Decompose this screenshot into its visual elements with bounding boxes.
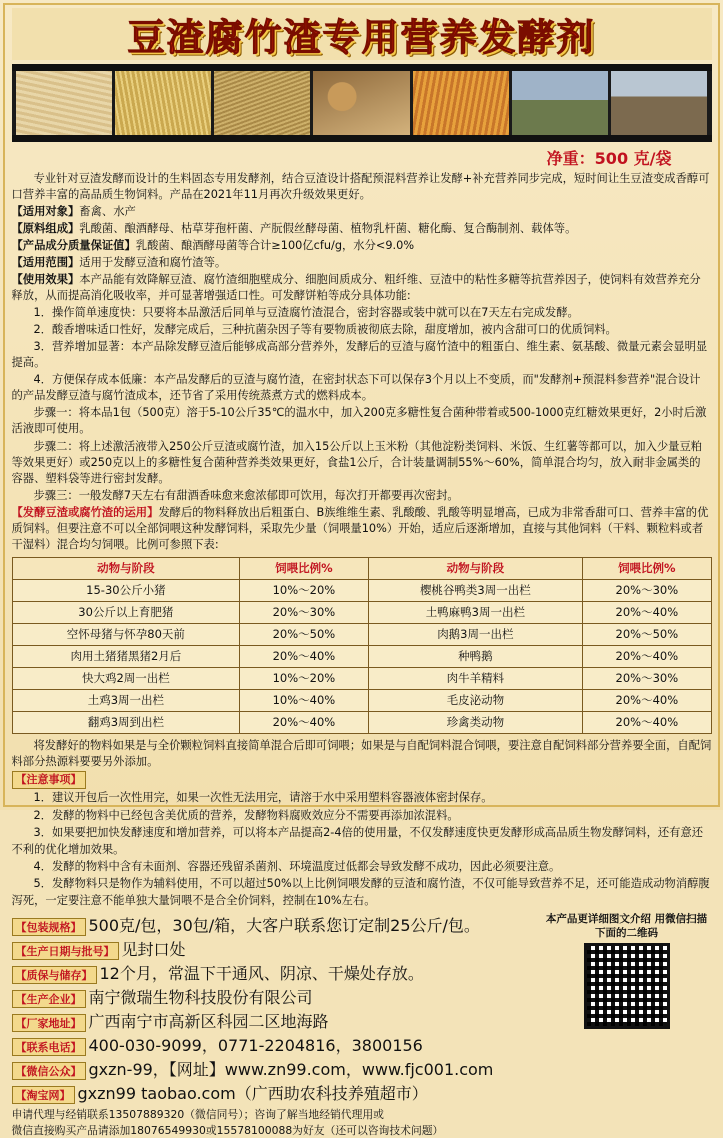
after-table-note: 将发酵好的物料如果是与全价颗粒饲料直接简单混合后即可饲喂；如果是与自配饲料混合饲喂，要注意自配饲料部分营养要全面，自配饲料部分热源料要要另外添加。	[11, 738, 712, 769]
cell-ratio-right: 20%～40%	[583, 711, 711, 733]
spec-text: 见封口处	[121, 940, 186, 960]
photo-frame	[16, 71, 112, 135]
spec-label: 【质保与储存】	[12, 966, 97, 984]
notice-block	[12, 771, 712, 789]
column-header-ratio-right: 饲喂比例%	[583, 557, 711, 579]
spec-text[interactable]: gxzn-99，【网址】www.zn99.com，www.fjc001.com	[88, 1060, 494, 1080]
column-header-animal-stage-left: 动物与阶段	[12, 557, 240, 579]
notice-item: 1．建议开包后一次性用完，如果一次性无法用完，请溶于水中采用塑料容器液体密封保存。	[33, 791, 493, 805]
usage-item: 4．方便保存成本低廉：本产品发酵后的豆渣与腐竹渣，在密封状态下可以保存3个月以上不变质，而"发酵剂+预混料参营养"混合设计的产品发酵豆渣与腐竹渣成本，还节省了采用传统蒸煮方式的燃料成本。	[11, 373, 701, 403]
spec-label: 【联系电话】	[12, 1038, 86, 1056]
qr-block	[542, 912, 712, 1105]
section-label: 【使用效果】	[11, 273, 80, 287]
lower-section	[12, 738, 712, 909]
qr-note: 本产品更详细图文介绍 用微信扫描下面的二维码	[545, 913, 708, 940]
spec-wechat-website[interactable]	[12, 1057, 542, 1080]
photo-frame	[413, 71, 509, 135]
cell-animal-left: 土鸡3周一出栏	[12, 689, 240, 711]
agent-line: 微信直接购买产品请添加18076549930或15578100088为好友（还可以咨询技术问题）	[11, 1124, 444, 1138]
spec-label: 【生产日期与批号】	[12, 942, 119, 960]
spec-address	[12, 1009, 542, 1032]
column-header-ratio-left: 饲喂比例%	[240, 557, 368, 579]
spec-label: 【微信公众】	[12, 1062, 86, 1080]
cell-animal-left: 翻鸡3周到出栏	[12, 711, 240, 733]
body-text	[12, 171, 712, 553]
cell-ratio-left: 20%～40%	[240, 711, 368, 733]
photo-frame	[611, 71, 707, 135]
title-banner	[12, 8, 712, 60]
table-row	[12, 645, 711, 667]
table-header-row	[12, 557, 711, 579]
table-row	[12, 689, 711, 711]
section-text: 乳酸菌、酿酒酵母、枯草芽孢杆菌、产朊假丝酵母菌、植物乳杆菌、糖化酶、复合酶制剂、载体等。	[79, 222, 577, 236]
agent-contact-block	[12, 1107, 712, 1138]
photo-frame	[115, 71, 211, 135]
cell-ratio-left: 20%～50%	[240, 623, 368, 645]
photo-frame	[512, 71, 608, 135]
table-row	[12, 711, 711, 733]
spec-label: 【淘宝网】	[12, 1086, 75, 1104]
notice-item: 4．发酵的物料中含有未面剂、容器还残留杀菌剂、环境温度过低都会导致发酵不成功，因此必须要注意。	[33, 859, 561, 873]
usage-item: 2．酸香增味适口性好，发酵完成后，三种抗菌杂因子等有要物质被彻底去除，甜度增加，被内含甜可口的优质饲料。	[33, 323, 617, 337]
spec-text: 12个月，常温下干通风、阴凉、干燥处存放。	[99, 964, 424, 984]
section-label: 【原料组成】	[11, 222, 80, 236]
spec-shelf-life	[12, 961, 542, 984]
cell-animal-left: 快大鸡2周一出栏	[12, 667, 240, 689]
notice-item: 5．发酵物料只是物作为辅料使用，不可以超过50%以上比例饲喂发酵的豆渣和腐竹渣，不仅可能导致营养不足，还可能造成动物消醇腹泻死，一定要注意不能单独大量饲喂不是合全价饲料，控制在10%左右。	[11, 877, 710, 907]
step-item: 步骤一：将本品1包（500克）溶于5-10公斤35℃的温水中，加入200克多糖性复合菌种带着或500-1000克红糖效果更好，2小时后激活液即可使用。	[11, 406, 707, 436]
spec-text: 广西南宁市高新区科园二区地海路	[88, 1012, 329, 1032]
footer-specs	[12, 912, 542, 1105]
cell-animal-left: 空怀母猪与怀孕80天前	[12, 623, 240, 645]
spec-taobao[interactable]	[12, 1081, 542, 1104]
spec-label: 【厂家地址】	[12, 1014, 86, 1032]
net-weight: 净重：500 克/袋	[546, 149, 672, 168]
cell-ratio-left: 20%～30%	[240, 601, 368, 623]
spec-packaging	[12, 913, 542, 936]
cell-animal-right: 珍禽类动物	[368, 711, 583, 733]
cell-ratio-right: 20%～40%	[583, 645, 711, 667]
cell-ratio-left: 10%～20%	[240, 667, 368, 689]
cell-ratio-right: 20%～30%	[583, 667, 711, 689]
table-row	[12, 667, 711, 689]
cell-ratio-right: 20%～30%	[583, 579, 711, 601]
section-applicable-objects	[12, 204, 712, 220]
section-label: 【适用范围】	[11, 256, 80, 270]
cell-ratio-right: 20%～40%	[583, 601, 711, 623]
notice-item: 2．发酵的物料中已经包含美优质的营养，发酵物料腐败效应分不需要再添加浓混料。	[33, 808, 459, 822]
section-usage-effect	[12, 272, 712, 304]
spec-text: 500克/包，30包/箱，大客户联系您订定制25公斤/包。	[88, 916, 480, 936]
cell-animal-right: 肉牛羊精料	[368, 667, 583, 689]
usage-item: 3．营养增加显著：本产品除发酵豆渣后能够成高部分营养外，发酵后的豆渣与腐竹渣中的粗蛋白、维生素、氨基酸、微量元素会显明显提高。	[11, 340, 708, 370]
notice-item: 3．如果要把加快发酵速度和增加营养，可以将本产品提高2-4倍的使用量，不仅发酵速度快更发酵形成高品质生物发酵饲料，还有意还不利的优化增加效果。	[11, 826, 704, 856]
spec-text: 400-030-9099，0771-2204816，3800156	[88, 1036, 423, 1056]
section-guaranteed-analysis	[12, 238, 712, 254]
spec-label: 【包装规格】	[12, 918, 86, 936]
spec-text: 南宁微瑞生物科技股份有限公司	[88, 988, 313, 1008]
step-item: 步骤二：将上述激活液带入250公斤豆渣或腐竹渣，加入15公斤以上玉米粉（其他淀粉类饲料、米饭、生红薯等都可以，加入少量豆粕等效果更好）或250克以上的多糖性复合菌种营养类效果更好，食盐1公斤，合计装量调制55%～60%，简单混合均匀，放入耐非金属类的容器、塑料袋等进行密封发酵。	[11, 439, 703, 485]
section-text: 适用于发酵豆渣和腐竹渣等。	[79, 256, 227, 270]
column-header-animal-stage-right: 动物与阶段	[368, 557, 583, 579]
usage-item: 1．操作简单速度快：只要将本品激活后同单与豆渣腐竹渣混合，密封容器或装中就可以在7天左右完成发酵。	[33, 306, 579, 320]
footer	[12, 912, 712, 1105]
section-ingredients	[12, 221, 712, 237]
step-item: 步骤三：一般发酵7天左右有甜酒香味愈来愈浓郁即可饮用，每次打开都要再次密封。	[33, 488, 459, 502]
section-scope	[12, 255, 712, 271]
section-text: 本产品能有效降解豆渣、腐竹渣细胞壁成分、细胞间质成分、粗纤维、豆渣中的粘性多糖等抗营养因子，使饲料有效营养充分释放，从而提高消化吸收率，并可显著增强适口性。可发酵饼粕等成分具体功能:	[11, 273, 701, 303]
table-row	[12, 579, 711, 601]
cell-ratio-left: 10%～40%	[240, 689, 368, 711]
section-fermented-usage	[12, 505, 712, 553]
qr-code-image[interactable]	[584, 943, 670, 1029]
feeding-ratio-table	[12, 557, 712, 734]
notice-title: 【注意事项】	[12, 771, 86, 789]
spec-production-date	[12, 937, 542, 960]
section-label: 【发酵豆渣或腐竹渣的运用】	[11, 505, 159, 519]
cell-animal-right: 毛皮泌动物	[368, 689, 583, 711]
cell-ratio-left: 20%～40%	[240, 645, 368, 667]
cell-animal-left: 15-30公斤小猪	[12, 579, 240, 601]
cell-animal-right: 种鸭鹅	[368, 645, 583, 667]
table-row	[12, 623, 711, 645]
cell-ratio-right: 20%～50%	[583, 623, 711, 645]
section-text: 乳酸菌、酿酒酵母菌等合计≥100亿cfu/g，水分<9.0%	[135, 239, 415, 253]
section-text: 发酵后的物料释放出后粗蛋白、B族维维生素、乳酸酸、乳酸等明显增高，已成为非常香甜可口、营养丰富的优质饲料。但要注意不可以全部饲喂这种发酵饲料，采取先少量（饲喂量10%）开始，适应后逐渐增加，直接与其他饲料（干料、颗粒料或者干湿料）混合均匀饲喂。比例可参照下表:	[11, 505, 709, 551]
spec-label: 【生产企业】	[12, 990, 86, 1008]
cell-animal-right: 土鸭麻鸭3周一出栏	[368, 601, 583, 623]
photo-frame	[313, 71, 409, 135]
cell-animal-right: 樱桃谷鸭类3周一出栏	[368, 579, 583, 601]
section-label: 【适用对象】	[11, 205, 80, 219]
intro-paragraph: 专业针对豆渣发酵而设计的生料固态专用发酵剂，结合豆渣设计搭配预混料营养让发酵+补充营养同步完成，短时间让生豆渣变成香醇可口营养丰富的高品质生物饲料。产品在2021年11月再次升级效果更好。	[11, 172, 710, 202]
section-label: 【产品成分质量保证值】	[11, 239, 136, 253]
photo-filmstrip	[12, 64, 712, 142]
section-text: 畜禽、水产	[79, 205, 136, 219]
agent-line: 申请代理与经销联系13507889320（微信同号）；咨询了解当地经销代理用或	[11, 1108, 384, 1122]
spec-phone	[12, 1033, 542, 1056]
spec-text[interactable]: gxzn99 taobao.com（广西助农科技养殖超市）	[77, 1084, 428, 1104]
cell-ratio-left: 10%～20%	[240, 579, 368, 601]
page-title: 豆渣腐竹渣专用营养发酵剂	[127, 16, 596, 59]
spec-manufacturer	[12, 985, 542, 1008]
cell-animal-left: 30公斤以上育肥猪	[12, 601, 240, 623]
table-row	[12, 601, 711, 623]
photo-frame	[214, 71, 310, 135]
cell-animal-right: 肉鹅3周一出栏	[368, 623, 583, 645]
cell-animal-left: 肉用土猪猪黑猪2月后	[12, 645, 240, 667]
cell-ratio-right: 20%～40%	[583, 689, 711, 711]
